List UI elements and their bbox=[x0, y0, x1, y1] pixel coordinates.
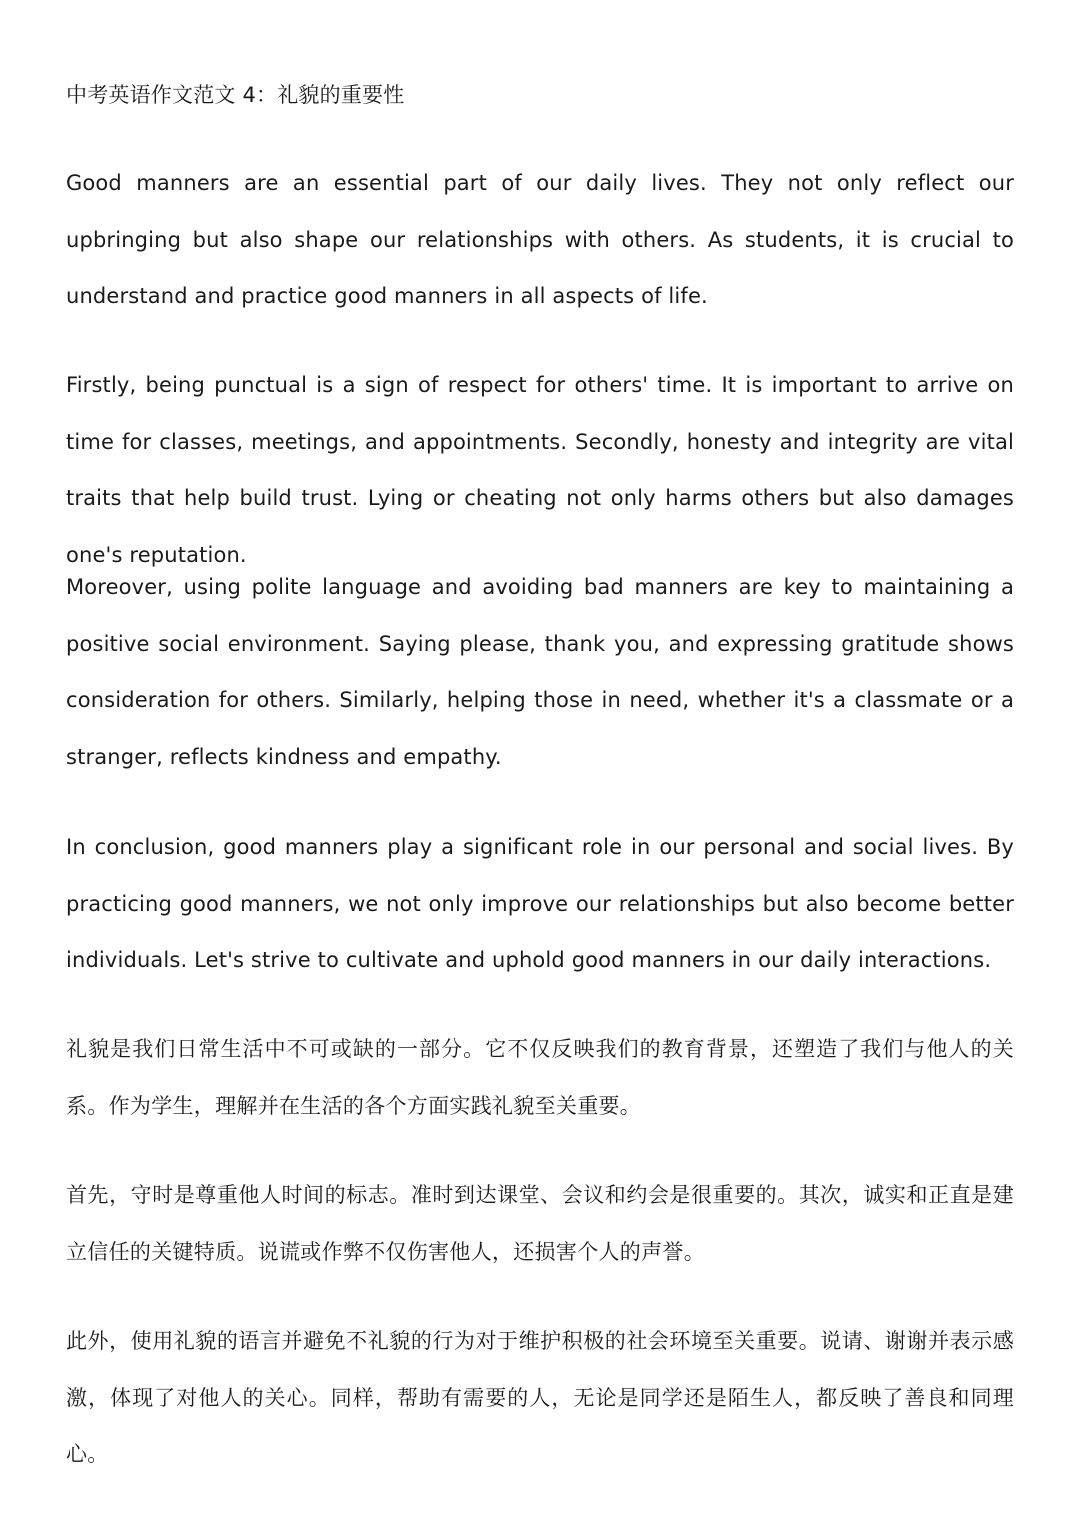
english-paragraph-moreover: Moreover, using polite language and avoiding bad manners are key to maintaining a positive social environment. Saying please, thank you, and expressing gratitude shows consideration for others. Similarly, helping those in need, whether it's a classmate or a stranger, reflects kindness and empathy. bbox=[66, 575, 1014, 769]
chinese-paragraph-intro: 礼貌是我们日常生活中不可或缺的一部分。它不仅反映我们的教育背景，还塑造了我们与他人的关系。作为学生，理解并在生活的各个方面实践礼貌至关重要。 bbox=[66, 1037, 1014, 1118]
english-paragraph-firstly: Firstly, being punctual is a sign of respect for others' time. It is important to arrive on time for classes, meetings, and appointments. Secondly, honesty and integrity are vital traits that help build trust. Lying or cheating not only harms others but also damages one's reputation. bbox=[66, 373, 1014, 567]
english-paragraph-conclusion: In conclusion, good manners play a significant role in our personal and social lives. By practicing good manners, we not only improve our relationships but also become better individuals. Let's strive to cultivate and uphold good manners in our daily interactions. bbox=[66, 835, 1014, 972]
chinese-paragraph-firstly: 首先，守时是尊重他人时间的标志。准时到达课堂、会议和约会是很重要的。其次，诚实和正直是建立信任的关键特质。说谎或作弊不仅伤害他人，还损害个人的声誉。 bbox=[66, 1183, 1014, 1264]
document-title: 中考英语作文范文 4：礼貌的重要性 bbox=[66, 83, 405, 107]
english-paragraph-intro: Good manners are an essential part of our daily lives. They not only reflect our upbringing but also shape our relationships with others. As students, it is crucial to understand and practice good manners in all aspects of life. bbox=[66, 171, 1014, 308]
chinese-paragraph-moreover: 此外，使用礼貌的语言并避免不礼貌的行为对于维护积极的社会环境至关重要。说请、谢谢并表示感激，体现了对他人的关心。同样，帮助有需要的人，无论是同学还是陌生人，都反映了善良和同理心。 bbox=[66, 1329, 1014, 1466]
